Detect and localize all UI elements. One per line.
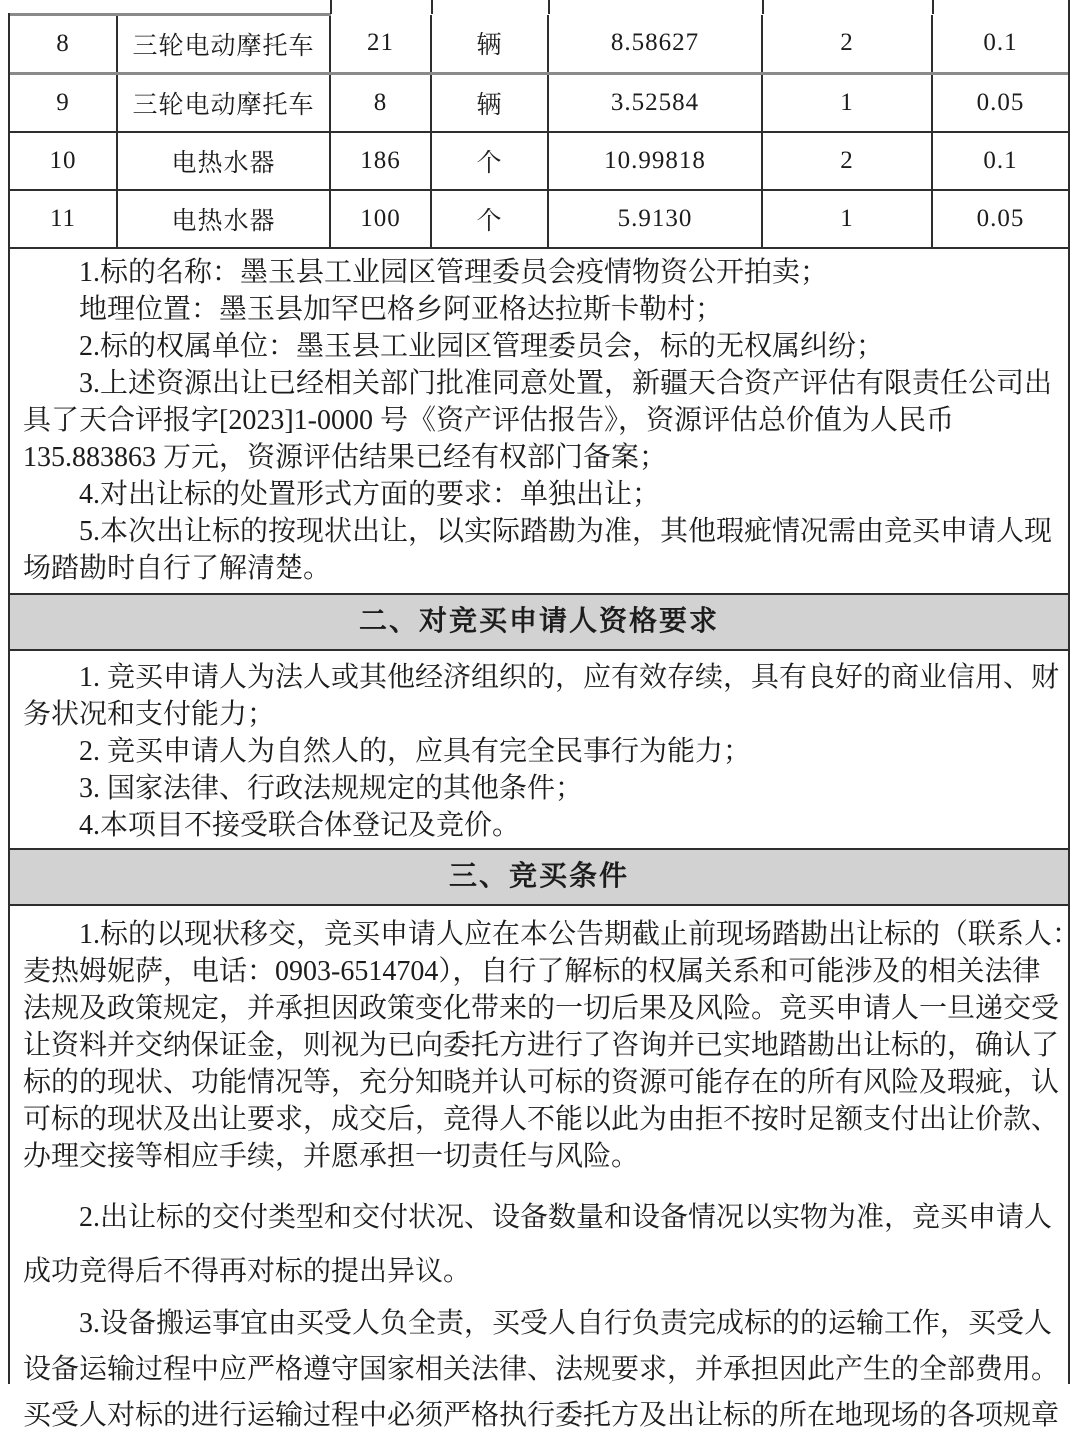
text-line: 场踏勘时自行了解清楚。 (23, 553, 332, 584)
text-line: 务状况和支付能力； (23, 699, 276, 730)
items-table (10, 13, 1068, 249)
text-line: 具了天合评报字[2023]1-0000 号《资产评估报告》，资源评估总价值为人民币 (23, 405, 954, 436)
table-row (10, 190, 1068, 248)
cell-quantity: 186 (330, 132, 431, 190)
table-row (10, 74, 1068, 133)
cell-value-6: 1 (762, 190, 932, 248)
cell-seq-no: 9 (10, 74, 117, 133)
cell-quantity: 8 (330, 74, 431, 133)
cell-value-7: 0.1 (932, 132, 1068, 190)
text-line: 4.对出让标的处置形式方面的要求：单独出让； (79, 479, 661, 510)
section-bidding-conditions (10, 906, 1081, 1439)
paragraph (10, 916, 1081, 1175)
table-row (10, 132, 1068, 190)
text-line: 1.标的名称：墨玉县工业园区管理委员会疫情物资公开拍卖； (79, 257, 829, 288)
cell-value-7: 0.05 (932, 74, 1068, 133)
text-line: 3.设备搬运事宜由买受人负全责，买受人自行负责完成标的的运输工作，买受人 (79, 1308, 1053, 1339)
text-line: 麦热姆妮萨，电话：0903-6514704），自行了解标的权属关系和可能涉及的相关法律 (23, 956, 1041, 987)
text-line: 买受人对标的进行运输过程中必须严格执行委托方及出让标的所在地现场的各项规章 (23, 1400, 1060, 1431)
paragraph (10, 1191, 1068, 1299)
text-line: 让资料并交纳保证金，则视为已向委托方进行了咨询并已实地踏勘出让标的，确认了 (23, 1030, 1060, 1061)
text-line: 4.本项目不接受联合体登记及竞价。 (79, 810, 521, 841)
text-line: 2.标的权属单位：墨玉县工业园区管理委员会，标的无权属纠纷； (79, 331, 885, 362)
text-line: 标的的现状、功能情况等，充分知晓并认可标的资源可能存在的所有风险及瑕疵，认 (23, 1067, 1060, 1098)
table-column-rule-stub (431, 0, 433, 14)
table-column-rule-stub (330, 0, 332, 14)
cell-seq-no: 11 (10, 190, 117, 248)
text-line: 5.本次出让标的按现状出让，以实际踏勘为准，其他瑕疵情况需由竞买申请人现 (79, 516, 1053, 547)
cell-item-name: 电热水器 (117, 132, 330, 190)
section-bidder-qualifications (10, 651, 1068, 848)
section-heading-bidding-conditions: 三、竞买条件 (10, 848, 1068, 906)
auction-notice-document (8, 0, 1081, 1431)
cell-appraised-value: 3.52584 (548, 74, 762, 133)
section-lot-details (10, 249, 1068, 593)
cell-appraised-value: 8.58627 (548, 15, 762, 74)
section-heading-bidder-qualifications: 二、对竞买申请人资格要求 (10, 593, 1068, 651)
table-column-rule-stub (932, 0, 934, 14)
paragraph (10, 1301, 1068, 1439)
text-line: 1.标的以现状移交，竞买申请人应在本公告期截止前现场踏勘出让标的（联系人： (79, 919, 1081, 950)
cell-appraised-value: 5.9130 (548, 190, 762, 248)
cell-value-6: 1 (762, 74, 932, 133)
text-line: 3.上述资源出让已经相关部门批准同意处置，新疆天合资产评估有限责任公司出 (79, 368, 1053, 399)
table-row (10, 15, 1068, 74)
text-line: 办理交接等相应手续，并愿承担一切责任与风险。 (23, 1141, 640, 1172)
cell-unit: 辆 (431, 74, 548, 133)
text-line: 设备运输过程中应严格遵守国家相关法律、法规要求，并承担因此产生的全部费用。 (23, 1354, 1060, 1385)
text-line: 可标的现状及出让要求，成交后，竞得人不能以此为由拒不按时足额支付出让价款、 (23, 1104, 1060, 1135)
text-line: 2.出让标的交付类型和交付状况、设备数量和设备情况以实物为准，竞买申请人 (79, 1202, 1053, 1233)
cell-unit: 辆 (431, 15, 548, 74)
text-line: 法规及政策规定，并承担因政策变化带来的一切后果及风险。竞买申请人一旦递交受 (23, 993, 1060, 1024)
cell-value-6: 2 (762, 15, 932, 74)
text-line: 3. 国家法律、行政法规规定的其他条件； (79, 773, 584, 804)
table-column-rule-stub (548, 0, 550, 14)
cell-quantity: 100 (330, 190, 431, 248)
cell-item-name: 三轮电动摩托车 (117, 74, 330, 133)
text-line: 2. 竞买申请人为自然人的，应具有完全民事行为能力； (79, 736, 752, 767)
cell-value-7: 0.1 (932, 15, 1068, 74)
cell-item-name: 三轮电动摩托车 (117, 15, 330, 74)
cell-value-7: 0.05 (932, 190, 1068, 248)
cell-item-name: 电热水器 (117, 190, 330, 248)
crop-edge-patch (7, 0, 12, 13)
cell-seq-no: 10 (10, 132, 117, 190)
cell-seq-no: 8 (10, 15, 117, 74)
cell-appraised-value: 10.99818 (548, 132, 762, 190)
cell-quantity: 21 (330, 15, 431, 74)
text-line: 135.883863 万元，资源评估结果已经有权部门备案； (23, 442, 668, 473)
text-line: 成功竞得后不得再对标的提出异议。 (23, 1256, 472, 1287)
text-line: 地理位置：墨玉县加罕巴格乡阿亚格达拉斯卡勒村； (79, 294, 724, 325)
cell-unit: 个 (431, 190, 548, 248)
cell-value-6: 2 (762, 132, 932, 190)
cell-unit: 个 (431, 132, 548, 190)
table-column-rule-stub (762, 0, 764, 14)
text-line: 1. 竞买申请人为法人或其他经济组织的，应有效存续，具有良好的商业信用、财 (79, 662, 1060, 693)
